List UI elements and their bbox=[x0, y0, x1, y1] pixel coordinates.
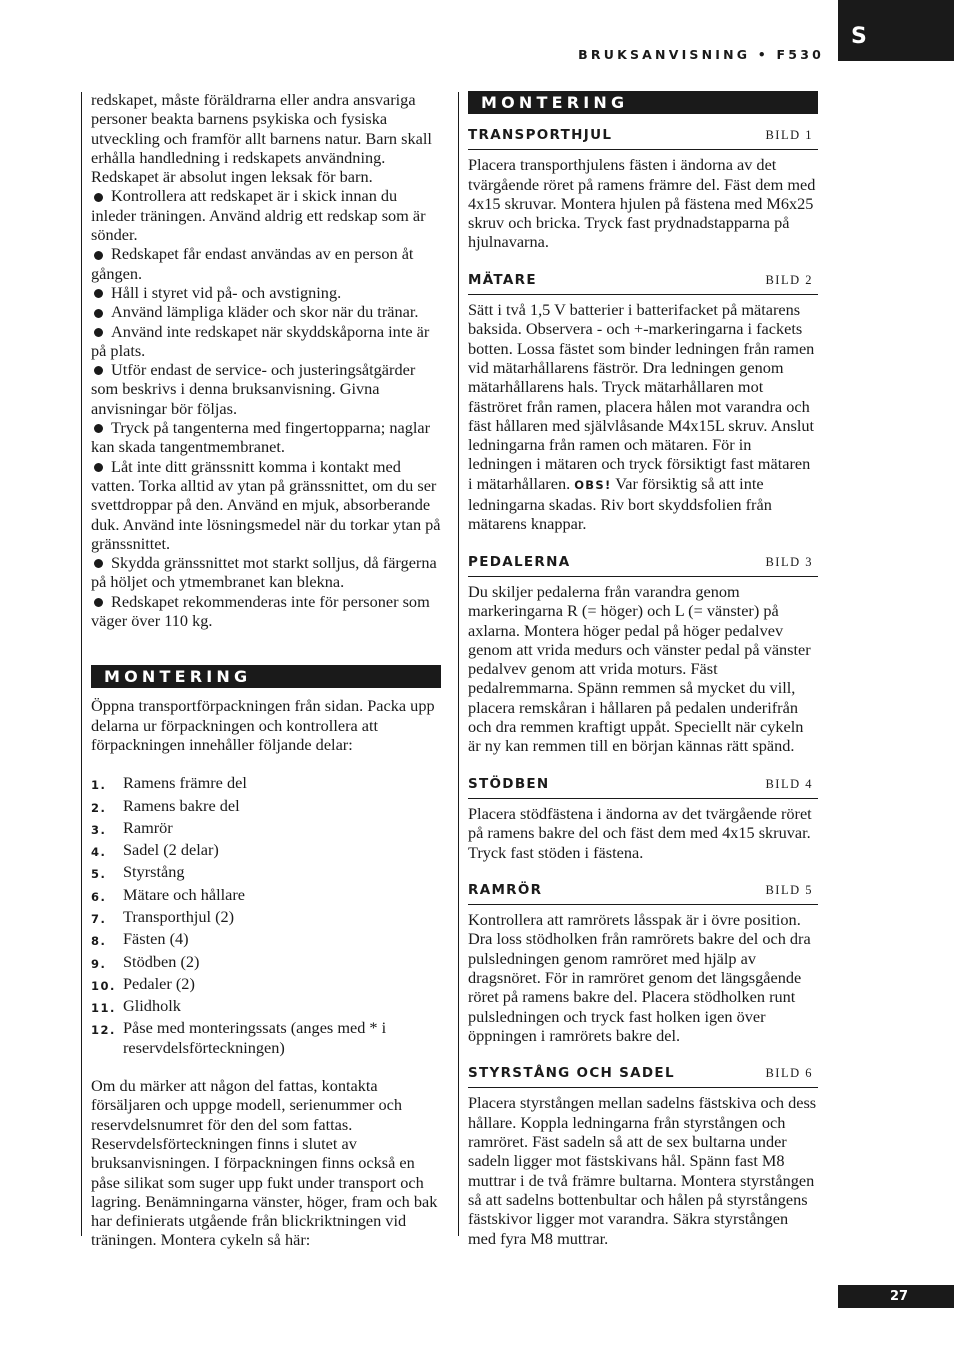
bullet-icon bbox=[94, 289, 103, 298]
bullet-text: Låt inte ditt gränssnitt komma i kontakt med vatten. Torka alltid av ytan på gränssnittet, om du ser svettdroppar på den. Använd en mjuk, absorberande duk. Använd inte lösningsmedel när du torkar ytan på gränssnittet. bbox=[91, 456, 441, 553]
list-number: 1. bbox=[91, 778, 107, 793]
list-item bbox=[91, 773, 441, 795]
list-item bbox=[91, 974, 441, 996]
list-item bbox=[91, 840, 441, 862]
bullet-text: Använd lämpliga kläder och skor när du tränar. bbox=[111, 302, 419, 322]
bullet-icon bbox=[94, 424, 103, 433]
bullet-icon bbox=[94, 193, 103, 202]
section-transporthjul bbox=[468, 126, 818, 252]
bullet-item bbox=[91, 322, 441, 361]
bullet-text: Skydda gränssnittet mot starkt solljus, då färgerna på höljet och ytmembranet kan blekna. bbox=[91, 553, 437, 592]
section-title: MÄTARE bbox=[468, 271, 537, 288]
section-title: TRANSPORTHJUL bbox=[468, 127, 613, 143]
section-heading bbox=[468, 553, 818, 577]
list-number: 9. bbox=[91, 956, 107, 971]
bullet-item bbox=[91, 302, 441, 321]
section-title: PEDALERNA bbox=[468, 553, 571, 570]
list-item bbox=[91, 907, 441, 929]
list-item bbox=[91, 885, 441, 907]
section-text: Du skiljer pedalerna från varandra genom markeringarna R (= höger) och L (= vänster) på axlarna. Montera höger pedal på höger pedalvev genom att vrida medurs och vänster pedal på vänster pedalvev genom att vrida moturs. Fäst pedalremmarna. Spänn remmen så mycket du vill, placera remskåran i hållaren på pedalen underifrån och dra remmen kraftigt uppåt. Speciellt när cykeln är ny kan remmen till en början kännas rätt spänd. bbox=[468, 581, 811, 756]
bullet-item bbox=[91, 360, 441, 418]
list-text: Glidholk bbox=[123, 996, 181, 1016]
bullet-icon bbox=[94, 309, 103, 318]
unpack-paragraph: Öppna transportförpackningen från sidan. Packa upp delarna ur förpackningen och kontrollera att förpackningen innehåller följande delar: bbox=[91, 696, 435, 754]
list-item bbox=[91, 996, 441, 1018]
list-number: 2. bbox=[91, 800, 107, 815]
section-title: RAMRÖR bbox=[468, 881, 543, 898]
list-text: Ramens främre del bbox=[123, 773, 247, 793]
bullet-item bbox=[91, 553, 441, 592]
list-text: Ramens bakre del bbox=[123, 795, 240, 815]
list-item bbox=[91, 862, 441, 884]
section-heading bbox=[468, 126, 818, 150]
bullet-item bbox=[91, 457, 441, 553]
bullet-icon bbox=[94, 328, 103, 337]
section-text: Placera stödfästena i ändorna av det tvärgående röret på ramens bakre del och fäst dem med 4x15 skruvar. Tryck fast stöden i fästena. bbox=[468, 803, 812, 862]
language-tab bbox=[838, 0, 954, 61]
section-text bbox=[468, 300, 818, 534]
figure-reference: BILD 4 bbox=[765, 776, 813, 791]
figure-reference: BILD 5 bbox=[765, 882, 813, 897]
left-column bbox=[91, 90, 441, 1250]
figure-reference: BILD 3 bbox=[765, 554, 813, 569]
right-column bbox=[468, 91, 818, 1248]
section-heading bbox=[468, 271, 818, 295]
bullet-text: Redskapet rekommenderas inte för personer som väger över 110 kg. bbox=[91, 591, 430, 631]
bullet-item bbox=[91, 244, 441, 283]
intro-paragraph: redskapet, måste föräldrarna eller andra ansvariga personer beakta barnens psykiska och fysiska utveckling och framför allt barnens natur. Barn skall erhålla handledning i redskapets användning. Redskapet är absolut ingen leksak för barn. bbox=[91, 90, 432, 187]
list-text: Stödben (2) bbox=[123, 951, 200, 971]
section-heading bbox=[468, 881, 818, 905]
figure-reference: BILD 6 bbox=[765, 1066, 813, 1081]
montering-banner-right: MONTERING bbox=[468, 91, 818, 114]
list-text: Pedaler (2) bbox=[123, 973, 195, 993]
bullet-item bbox=[91, 418, 441, 457]
bullet-icon bbox=[94, 251, 103, 260]
list-item bbox=[91, 818, 441, 840]
bullet-item bbox=[91, 592, 441, 631]
bullet-icon bbox=[94, 559, 103, 568]
bullet-icon bbox=[94, 463, 103, 472]
section-text: Placera transporthjulens fästen i ändorna av det tvärgående röret på ramens främre del. Fäst dem med 4x15 skruvar. Montera hjulen på fästena med M6x25 skruv och bricka. Tryck fast prydnadstapparna på hjulnavarna. bbox=[468, 155, 816, 252]
bullet-text: Utför endast de service- och justeringsåtgärder som beskrivs i denna bruksanvisning. Givna anvisningar bör följas. bbox=[91, 360, 416, 418]
language-tab-letter: S bbox=[851, 24, 867, 49]
list-number: 11. bbox=[91, 1001, 116, 1016]
bullet-text: Kontrollera att redskapet är i skick innan du inleder träningen. Använd aldrig ett redskap som är sönder. bbox=[91, 186, 426, 245]
list-text: Påse med monteringssats (anges med * i reservdelsförteckningen) bbox=[123, 1018, 387, 1057]
section-title: STYRSTÅNG OCH SADEL bbox=[468, 1065, 675, 1082]
page-number: 27 bbox=[838, 1285, 954, 1308]
section-text-part: Sätt i två 1,5 V batterier i batterifacket på mätarens baksida. Observera - och +-markeringarna i fackets botten. Lossa fästet som binder ledningen från ramen vid mätarhållarens fäströr. Dra ledningen genom mätarhållarens hals. Tryck mätarhållaren mot fäströret från ramen, placera hålen mot varandra och fäst hållaren med självlåsande M4x15L skruv. Anslut ledningarna från ramen och mätaren. För in ledningen i mätaren och tryck försiktigt fast mätaren i mätarhållaren. bbox=[468, 300, 815, 493]
list-number: 6. bbox=[91, 889, 107, 904]
list-text: Mätare och hållare bbox=[123, 884, 246, 904]
list-text: Sadel (2 delar) bbox=[123, 840, 219, 860]
section-text: Kontrollera att ramrörets låsspak är i övre position. Dra loss stödholken från ramrörets bakre del och dra pulsledningen genom ramröret med hjälp av dragsnöret. För in ramröret genom det längsgående röret på ramens bakre del. Placera stödholken runt pulsledningen och tryck fast holken igen över öppningen i ramrörets bakre del. bbox=[468, 910, 811, 1045]
list-item bbox=[91, 796, 441, 818]
section-stodben bbox=[468, 775, 818, 862]
section-title: STÖDBEN bbox=[468, 775, 550, 792]
bullet-icon bbox=[94, 366, 103, 375]
figure-reference: BILD 1 bbox=[765, 128, 813, 142]
list-number: 8. bbox=[91, 934, 107, 949]
list-number: 12. bbox=[91, 1023, 116, 1038]
list-text: Fästen (4) bbox=[123, 929, 189, 949]
list-number: 4. bbox=[91, 845, 107, 860]
list-number: 10. bbox=[91, 978, 116, 993]
list-item bbox=[91, 952, 441, 974]
list-text: Styrstång bbox=[123, 862, 185, 882]
section-matare bbox=[468, 271, 818, 534]
section-text-part: Var försiktig så att inte ledningarna skadas. Riv bort skyddsfolien från mätarens knappar. bbox=[468, 473, 772, 534]
bullet-item bbox=[91, 283, 441, 302]
outro-paragraph: Om du märker att någon del fattas, kontakta försäljaren och uppge modell, serienummer och reservdelsnumret för den del som fattas. Reservdelsförteckningen finns i slutet av bruksanvisningen. I förpackningen finns också en påse silikat som suger upp fukt under transport och lagring. Benämningarna vänster, höger, fram och bak har definierats utgående från blickriktningen vid träningen. Montera cykeln så här: bbox=[91, 1076, 438, 1250]
figure-reference: BILD 2 bbox=[765, 272, 813, 287]
list-item bbox=[91, 929, 441, 951]
list-item bbox=[91, 1018, 441, 1057]
list-number: 5. bbox=[91, 867, 107, 882]
running-header: BRUKSANVISNING • F530 bbox=[578, 47, 824, 62]
list-text: Ramrör bbox=[123, 817, 173, 837]
section-pedalerna bbox=[468, 553, 818, 756]
obs-label: OBS! bbox=[574, 477, 612, 492]
bullet-text: Använd inte redskapet när skyddskåporna inte är på plats. bbox=[91, 321, 430, 360]
bullet-text: Håll i styret vid på- och avstigning. bbox=[111, 282, 342, 302]
montering-banner-left: MONTERING bbox=[91, 665, 441, 688]
section-styrstang-och-sadel bbox=[468, 1064, 818, 1248]
left-column-rule bbox=[81, 92, 82, 1236]
bullet-text: Redskapet får endast användas av en person åt gången. bbox=[91, 244, 414, 283]
right-column-rule bbox=[458, 92, 459, 1236]
section-heading bbox=[468, 775, 818, 799]
section-ramror bbox=[468, 881, 818, 1045]
list-text: Transporthjul (2) bbox=[123, 906, 235, 926]
section-heading bbox=[468, 1064, 818, 1088]
parts-list bbox=[91, 773, 441, 1057]
list-number: 3. bbox=[91, 822, 107, 837]
bullet-icon bbox=[94, 598, 103, 607]
list-number: 7. bbox=[91, 911, 107, 926]
bullet-item bbox=[91, 186, 441, 244]
bullet-text: Tryck på tangenterna med fingertopparna; naglar kan skada tangentmembranet. bbox=[91, 418, 431, 457]
section-text: Placera styrstången mellan sadelns fästskiva och dess hållare. Koppla ledningarna från styrstången och ramröret. Fäst sadeln så att de sex bultarna under sadeln ligger mot fästskivans hål. Spänn fast M8 muttrar i de två främre bultarna. Montera styrstången så att sadelns bottenbultar och hålen på styrstångens fästskivor ligger mot varandra. Säkra styrstången med fyra M8 muttrar. bbox=[468, 1093, 817, 1248]
